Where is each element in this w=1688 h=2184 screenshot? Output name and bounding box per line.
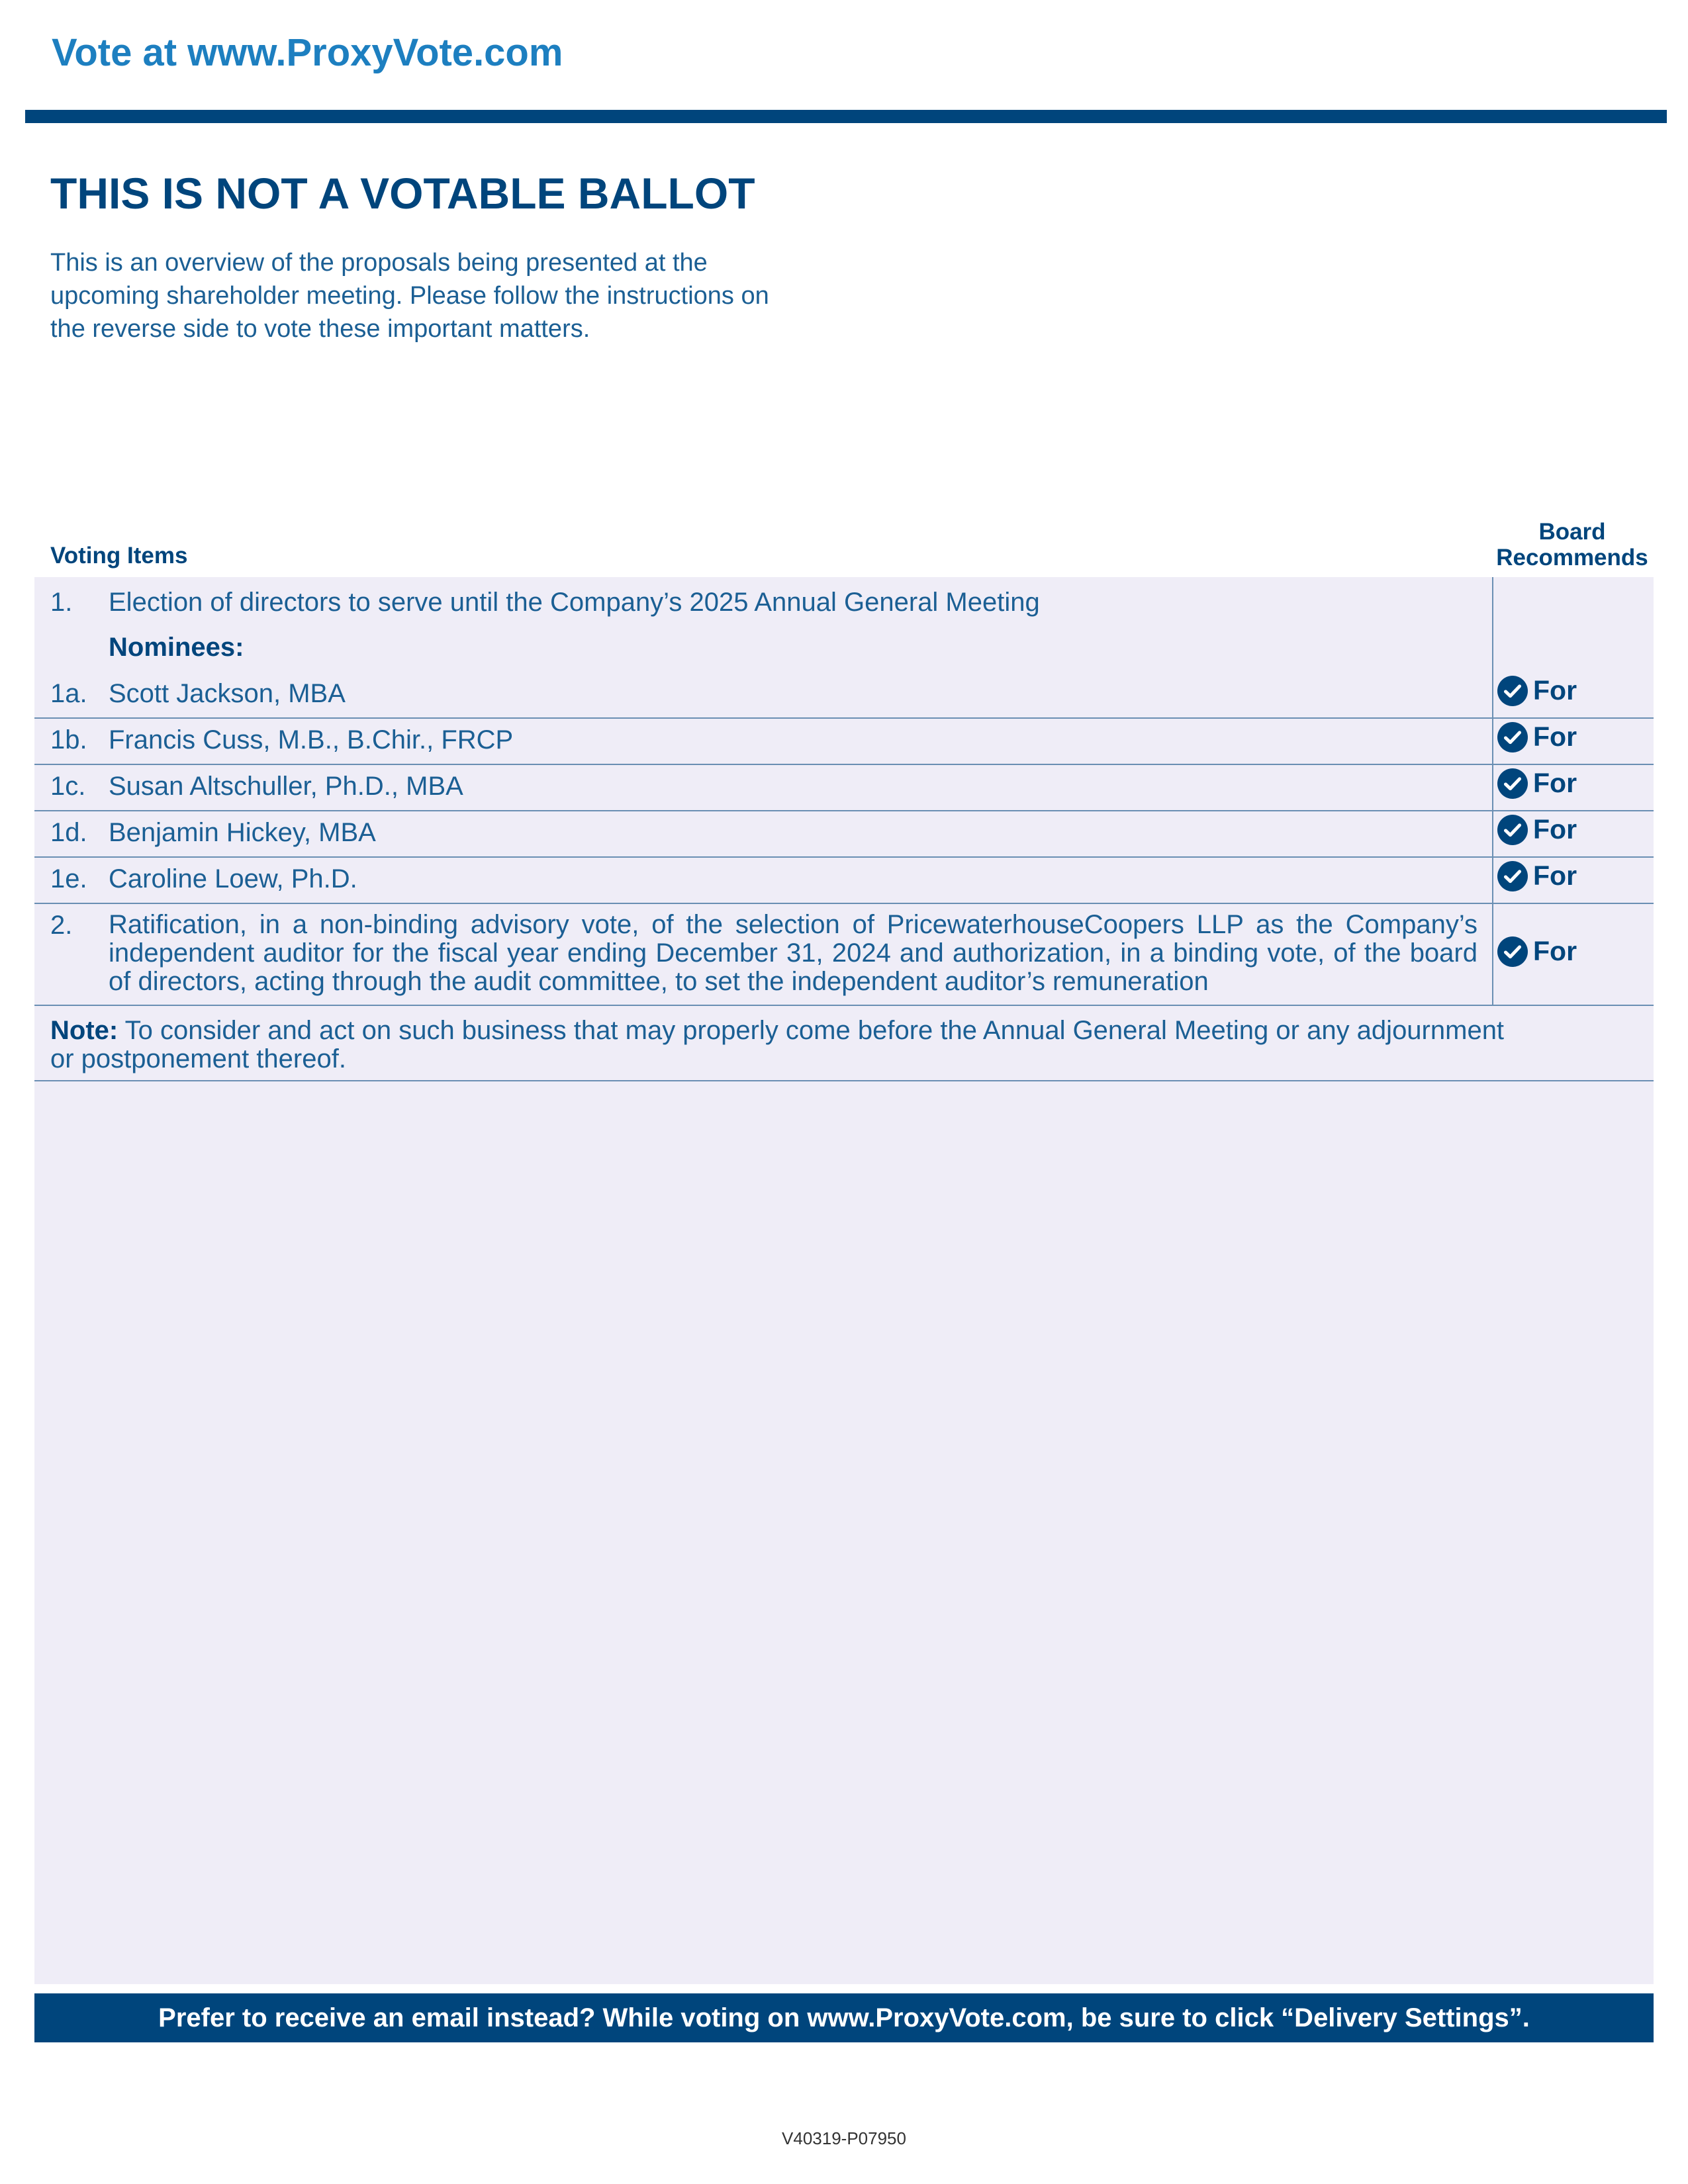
- nominee-name: Benjamin Hickey, MBA: [109, 818, 376, 847]
- delivery-settings-banner: Prefer to receive an email instead? While voting on www.ProxyVote.com, be sure to click “Delivery Settings”.: [34, 1993, 1654, 2042]
- recommendation: [1497, 675, 1577, 706]
- row-divider: [34, 1005, 1654, 1006]
- note-body: To consider and act on such business that may properly come before the Annual General Meeting or any adjournment or postponement thereof.: [50, 1016, 1505, 1073]
- row-divider: [34, 903, 1654, 904]
- recommendation: [1497, 814, 1577, 845]
- row-divider: [34, 764, 1654, 765]
- board-recommends-header: [1489, 519, 1655, 570]
- nominee-number: 1a.: [50, 679, 87, 708]
- recommendation-label: For: [1533, 768, 1577, 798]
- item-text: Ratification, in a non-binding advisory vote, of the selection of PricewaterhouseCoopers LLP as the Company’s independent auditor for the fiscal year ending December 31, 2024 and authorization, in a binding vote, of the board of directors, acting through the audit committee, to set the independent auditor’s remuneration: [109, 910, 1477, 996]
- nominee-number: 1b.: [50, 725, 87, 754]
- column-divider: [1492, 577, 1493, 1006]
- voting-items-header: Voting Items: [50, 543, 188, 569]
- nominee-name: Francis Cuss, M.B., B.Chir., FRCP: [109, 725, 514, 754]
- row-divider: [34, 1080, 1654, 1081]
- vote-at-heading: Vote at www.ProxyVote.com: [52, 31, 563, 74]
- note-label: Note:: [50, 1016, 118, 1045]
- item-number: 1.: [50, 588, 73, 617]
- check-circle-icon: [1497, 768, 1528, 799]
- intro-line: upcoming shareholder meeting. Please follow the instructions on: [50, 282, 769, 310]
- item-number: 2.: [50, 911, 73, 940]
- nominees-label: Nominees:: [109, 633, 244, 662]
- recommendation-label: For: [1533, 814, 1577, 844]
- recommendation: [1497, 936, 1577, 967]
- board-header-line: Board: [1538, 519, 1606, 545]
- item-text: Election of directors to serve until the Company’s 2025 Annual General Meeting: [109, 588, 1040, 617]
- recommendation: [1497, 768, 1577, 799]
- check-circle-icon: [1497, 861, 1528, 891]
- nominee-name: Scott Jackson, MBA: [109, 679, 346, 708]
- recommendation-label: For: [1533, 860, 1577, 891]
- intro-text: [50, 246, 898, 345]
- nominee-number: 1e.: [50, 864, 87, 893]
- board-header-line: Recommends: [1496, 545, 1648, 570]
- row-divider: [34, 856, 1654, 858]
- recommendation: [1497, 860, 1577, 891]
- recommendation-label: For: [1533, 675, 1577, 705]
- check-circle-icon: [1497, 815, 1528, 845]
- document-code: V40319-P07950: [782, 2128, 906, 2148]
- page-title: THIS IS NOT A VOTABLE BALLOT: [50, 169, 755, 218]
- row-divider: [34, 717, 1654, 719]
- check-circle-icon: [1497, 676, 1528, 706]
- nominee-number: 1d.: [50, 818, 87, 847]
- check-circle-icon: [1497, 722, 1528, 752]
- recommendation: [1497, 721, 1577, 752]
- row-divider: [34, 810, 1654, 811]
- top-divider: [25, 110, 1667, 123]
- recommendation-label: For: [1533, 721, 1577, 752]
- note-text: [50, 1017, 1507, 1073]
- nominee-name: Caroline Loew, Ph.D.: [109, 864, 357, 893]
- nominee-number: 1c.: [50, 772, 86, 801]
- nominee-name: Susan Altschuller, Ph.D., MBA: [109, 772, 463, 801]
- check-circle-icon: [1497, 936, 1528, 967]
- intro-line: the reverse side to vote these important matters.: [50, 315, 590, 343]
- recommendation-label: For: [1533, 936, 1577, 966]
- intro-line: This is an overview of the proposals being presented at the: [50, 249, 708, 277]
